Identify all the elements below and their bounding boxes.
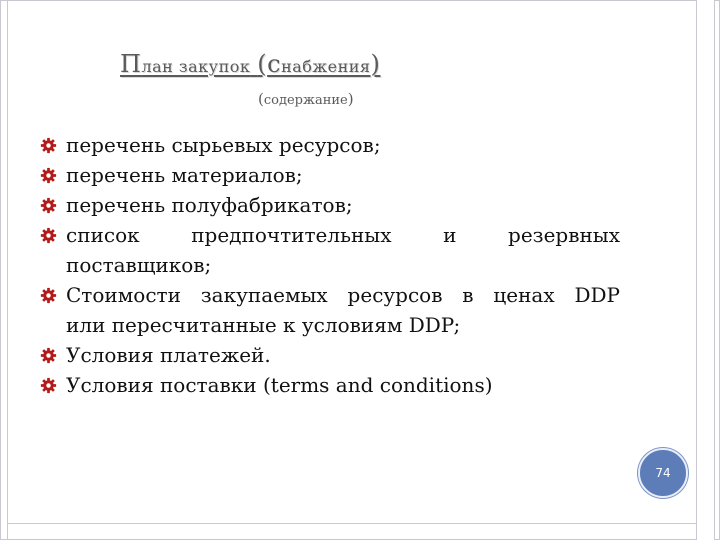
- frame-left-line: [7, 0, 8, 540]
- list-item-line: поставщиков;: [66, 253, 212, 277]
- frame-bottom-line: [8, 523, 696, 524]
- title-paren-open: (: [257, 50, 268, 78]
- page-number-badge: [638, 448, 688, 498]
- list-item: [40, 160, 620, 190]
- list-item: [40, 370, 620, 400]
- list-item-line: или пересчитанные к условиям DDP;: [66, 313, 461, 337]
- subtitle-text: содержание: [263, 93, 348, 108]
- list-item: [40, 130, 620, 160]
- gear-bullet-icon: [40, 377, 57, 394]
- gear-bullet-icon: [40, 227, 57, 244]
- frame-right-band: [696, 0, 715, 540]
- slide-subtitle: [258, 90, 354, 108]
- subtitle-paren-close: ): [347, 90, 354, 108]
- title-inner-rest: набжения: [281, 57, 371, 76]
- subtitle-paren-open: (: [258, 90, 264, 108]
- gear-bullet-icon: [40, 287, 57, 304]
- list-item-text: Условия поставки (terms and conditions): [66, 373, 493, 397]
- page-number: 74: [655, 466, 671, 480]
- list-item: [40, 280, 620, 340]
- list-item-line: Стоимости закупаемых ресурсов в ценах DDP: [66, 283, 620, 307]
- title-rest: лан закупок: [141, 57, 251, 76]
- gear-bullet-icon: [40, 347, 57, 364]
- gear-bullet-icon: [40, 167, 57, 184]
- list-item-text: перечень сырьевых ресурсов;: [66, 133, 381, 157]
- gear-bullet-icon: [40, 197, 57, 214]
- title-first-letter: П: [120, 50, 142, 78]
- list-item-text: перечень полуфабрикатов;: [66, 193, 353, 217]
- list-item: [40, 190, 620, 220]
- slide-title: [120, 50, 520, 78]
- title-paren-close: ): [370, 50, 381, 78]
- list-item-text: Условия платежей.: [66, 343, 271, 367]
- list-item: [40, 340, 620, 370]
- gear-bullet-icon: [40, 137, 57, 154]
- list-item: [40, 220, 620, 280]
- list-item-text: перечень материалов;: [66, 163, 303, 187]
- list-item-line: список предпочтительных и резервных: [66, 223, 620, 247]
- title-inner-first-letter: с: [267, 50, 282, 78]
- content-list: [40, 130, 620, 400]
